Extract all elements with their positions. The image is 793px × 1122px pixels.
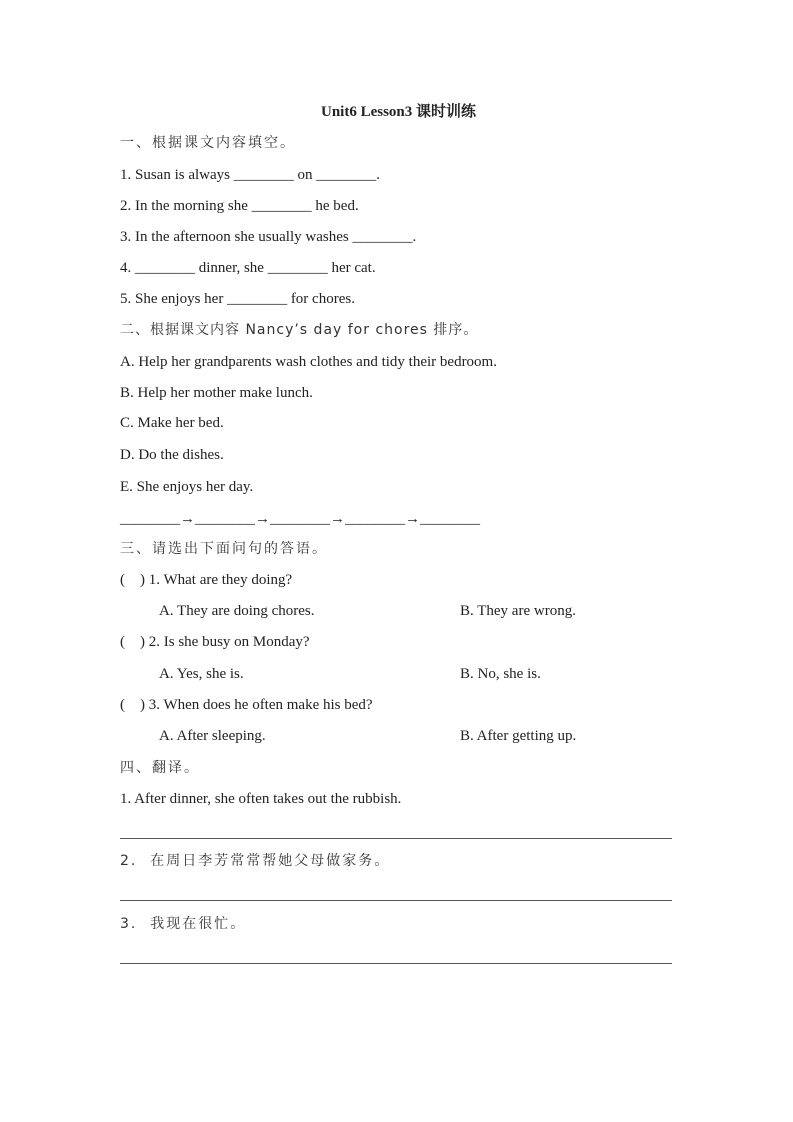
section1-heading: 一、根据课文内容填空。 [120, 135, 296, 151]
option-b: B. After getting up. [460, 728, 577, 744]
answer-line [120, 963, 672, 964]
fill-item: 2. In the morning she ________ he bed. [120, 198, 359, 214]
order-item: D. Do the dishes. [120, 447, 224, 463]
question: ( ) 3. When does he often make his bed? [120, 697, 373, 713]
order-item: B. Help her mother make lunch. [120, 385, 313, 401]
answer-line [120, 838, 672, 839]
fill-item: 3. In the afternoon she usually washes ________. [120, 229, 417, 245]
order-item: A. Help her grandparents wash clothes and tidy their bedroom. [120, 354, 497, 370]
fill-item: 1. Susan is always ________ on ________. [120, 167, 380, 183]
answer-line [120, 900, 672, 901]
order-item: E. She enjoys her day. [120, 479, 254, 495]
question: ( ) 2. Is she busy on Monday? [120, 634, 310, 650]
option-a: A. They are doing chores. [159, 603, 315, 619]
option-a: A. After sleeping. [159, 728, 266, 744]
translate-item: 3. 我现在很忙。 [120, 916, 247, 932]
translate-item: 2. 在周日李芳常常帮她父母做家务。 [120, 853, 391, 869]
order-answer-line: ________→________→________→________→________ [120, 511, 480, 527]
page-title: Unit6 Lesson3 课时训练 [320, 104, 477, 120]
fill-item: 4. ________ dinner, she ________ her cat. [120, 260, 376, 276]
option-a: A. Yes, she is. [159, 666, 244, 682]
fill-item: 5. She enjoys her ________ for chores. [120, 291, 355, 307]
section3-heading: 三、请选出下面问句的答语。 [120, 541, 328, 557]
translate-item: 1. After dinner, she often takes out the rubbish. [120, 791, 402, 807]
section2-heading: 二、根据课文内容 Nancy’s day for chores 排序。 [120, 322, 479, 338]
section4-heading: 四、翻译。 [120, 760, 200, 776]
option-b: B. They are wrong. [460, 603, 576, 619]
option-b: B. No, she is. [460, 666, 541, 682]
question: ( ) 1. What are they doing? [120, 572, 293, 588]
order-item: C. Make her bed. [120, 415, 224, 431]
